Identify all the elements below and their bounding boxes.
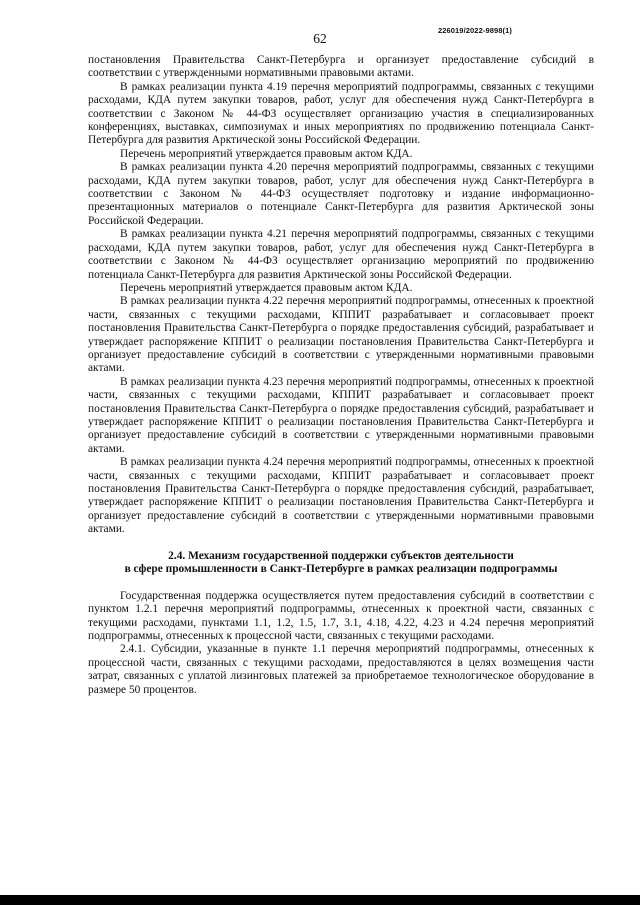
document-registration-number: 226019/2022-9898(1) bbox=[437, 26, 512, 35]
section-heading-line: в сфере промышленности в Санкт-Петербурге в рамках реализации подпрограммы bbox=[124, 563, 558, 576]
document-body bbox=[88, 54, 594, 697]
paragraph: Перечень мероприятий утверждается правовым актом КДА. bbox=[120, 281, 413, 294]
paragraph: 2.4.1. Субсидии, указанные в пункте 1.1 перечня мероприятий подпрограммы, отнесенных к процессной части, связанных с текущими расходами, предоставляются в целях возмещения части затрат, связанных с уплатой лизинговых платежей за приобретаемое технологическое оборудование в размере 50 процентов. bbox=[88, 643, 594, 696]
paragraph: Перечень мероприятий утверждается правовым актом КДА. bbox=[120, 147, 413, 160]
paragraph: В рамках реализации пункта 4.20 перечня мероприятий подпрограммы, связанных с текущими расходами, КДА путем закупки товаров, работ, услуг для обеспечения нужд Санкт-Петербурга в соответствии с Законом № 44-ФЗ осуществляет подготовку и издание информационно-презентационных материалов о потенциале Санкт-Петербурга для развития Арктической зоны Российской Федерации. bbox=[88, 161, 594, 227]
paragraph: Государственная поддержка осуществляется путем предоставления субсидий в соответствии с пунктом 1.2.1 перечня мероприятий подпрограммы, отнесенных к проектной части, связанных с текущими расходами, пунктами 1.1, 1.2, 1.5, 1.7, 3.1, 4.18, 4.22, 4.23 и 4.24 перечня мероприятий подпрограммы, отнесенных к процессной части, связанных с текущими расходами. bbox=[88, 589, 594, 643]
section-heading-line: 2.4. Механизм государственной поддержки субъектов деятельности bbox=[168, 549, 514, 562]
paragraph: постановления Правительства Санкт-Петербурга и организует предоставление субсидий в соответствии с утвержденными нормативными правовыми актами. bbox=[88, 54, 594, 80]
paragraph: В рамках реализации пункта 4.21 перечня мероприятий подпрограммы, связанных с текущими расходами, КДА путем закупки товаров, работ, услуг для обеспечения нужд Санкт-Петербурга в соответствии с Законом № 44-ФЗ осуществляет организацию мероприятий по продвижению потенциала Санкт-Петербурга для развития Арктической зоны Российской Федерации. bbox=[88, 228, 594, 281]
section-heading bbox=[88, 550, 594, 577]
paragraph: В рамках реализации пункта 4.24 перечня мероприятий подпрограммы, отнесенных к проектной части, связанных с текущими расходами, КППИТ разрабатывает и согласовывает проект постановления Правительства Санкт-Петербурга о порядке предоставления субсидий, разрабатывает, утверждает распоряжение КППИТ о реализации постановления Правительства Санкт-Петербурга и организует предоставление субсидий в соответствии с утвержденными нормативными правовыми актами. bbox=[88, 456, 594, 536]
page-number: 62 bbox=[313, 31, 327, 46]
paragraph: В рамках реализации пункта 4.19 перечня мероприятий подпрограммы, связанных с текущими расходами, КДА путем закупки товаров, работ, услуг для обеспечения нужд Санкт-Петербурга в соответствии с Законом № 44-ФЗ осуществляет организацию участия в специализированных конференциях, выставках, симпозиумах и иных мероприятиях по продвижению потенциала Санкт-Петербурга для развития Арктической зоны Российской Федерации. bbox=[88, 80, 594, 147]
paragraph: В рамках реализации пункта 4.23 перечня мероприятий подпрограммы, отнесенных к проектной части, связанных с текущими расходами, КППИТ разрабатывает и согласовывает проект постановления Правительства Санкт-Петербурга о порядке предоставления субсидий, разрабатывает и утверждает распоряжение КППИТ о реализации постановления Правительства Санкт-Петербурга и организует предоставление субсидий в соответствии с утвержденными нормативными правовыми актами. bbox=[88, 375, 594, 455]
scan-bottom-edge bbox=[0, 895, 640, 905]
paragraph: В рамках реализации пункта 4.22 перечня мероприятий подпрограммы, отнесенных к проектной части, связанных с текущими расходами, КППИТ разрабатывает и согласовывает проект постановления Правительства Санкт-Петербурга о порядке предоставления субсидий, разрабатывает и утверждает распоряжение КППИТ о реализации постановления Правительства Санкт-Петербурга и организует предоставление субсидий в соответствии с утвержденными нормативными правовыми актами. bbox=[88, 295, 594, 375]
